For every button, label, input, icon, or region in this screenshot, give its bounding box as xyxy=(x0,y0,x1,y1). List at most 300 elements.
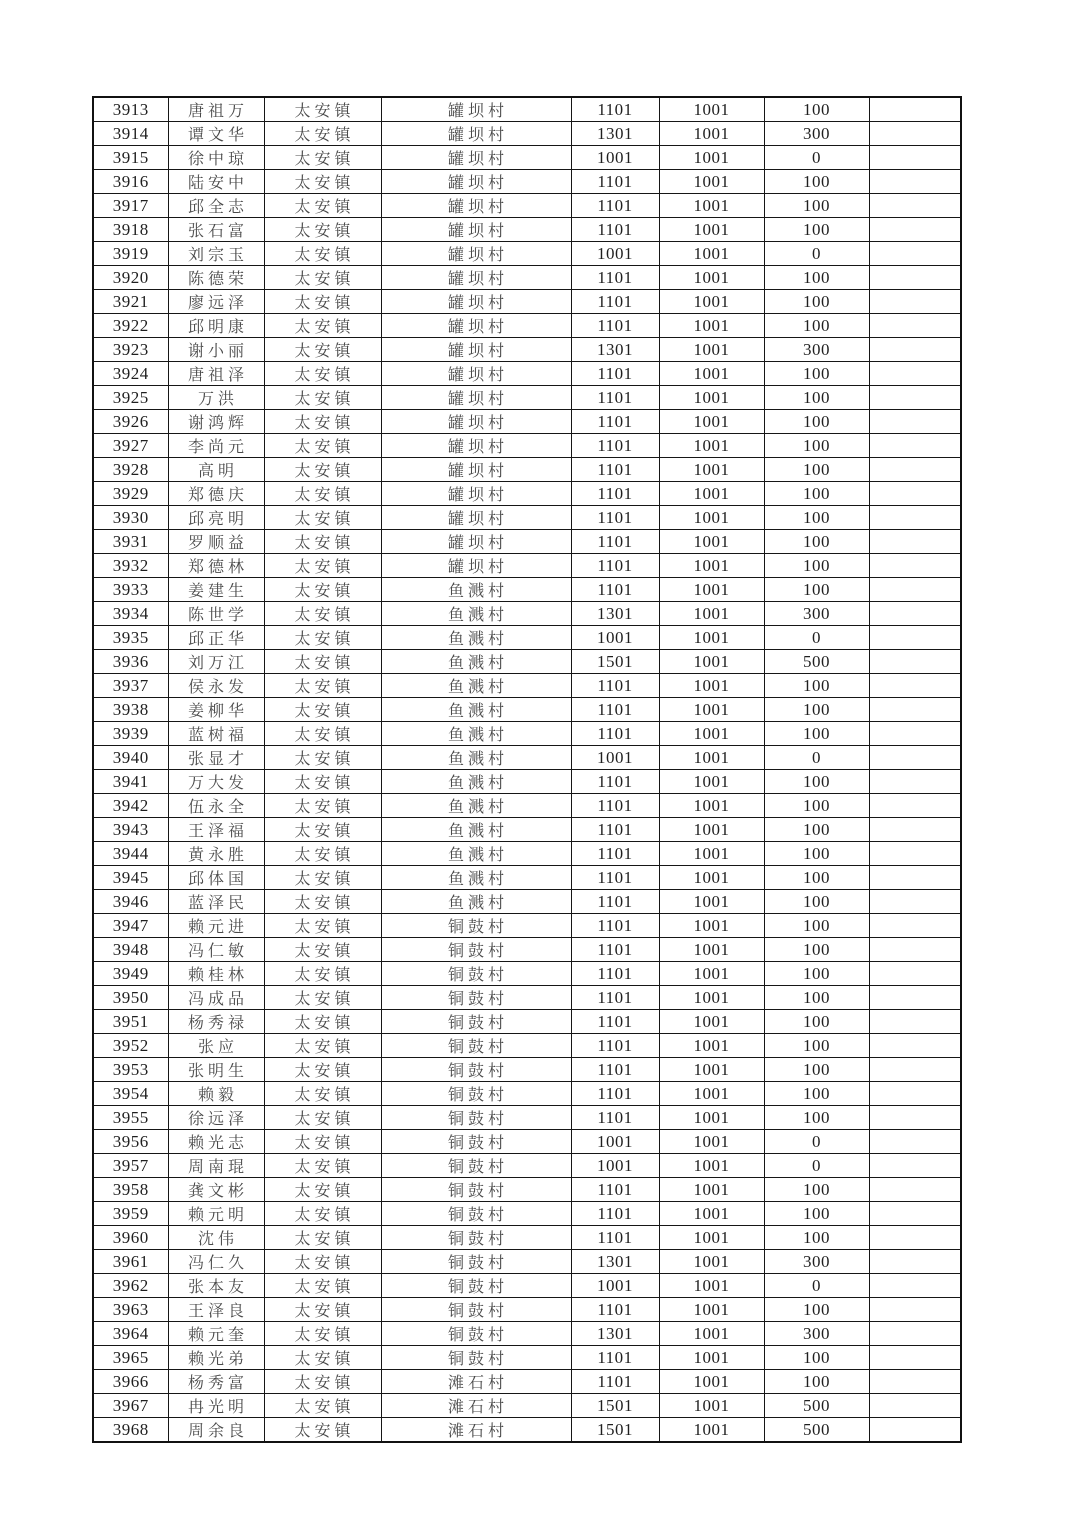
cell-village: 铜鼓村 xyxy=(381,1202,571,1226)
cell-serial-number: 3959 xyxy=(93,1202,168,1226)
cell-serial-number: 3951 xyxy=(93,1010,168,1034)
table-row xyxy=(93,506,961,530)
cell-amount-1: 1101 xyxy=(571,1346,659,1370)
cell-amount-3: 0 xyxy=(764,1274,869,1298)
cell-town: 太安镇 xyxy=(264,1034,381,1058)
cell-village: 罐坝村 xyxy=(381,530,571,554)
cell-amount-1: 1001 xyxy=(571,1130,659,1154)
table-row xyxy=(93,170,961,194)
cell-person-name: 谢小丽 xyxy=(168,338,264,362)
table-row xyxy=(93,290,961,314)
cell-village: 滩石村 xyxy=(381,1394,571,1418)
cell-amount-3: 100 xyxy=(764,818,869,842)
cell-person-name: 冯仁敏 xyxy=(168,938,264,962)
cell-village: 铜鼓村 xyxy=(381,986,571,1010)
cell-amount-2: 1001 xyxy=(659,890,764,914)
cell-amount-1: 1001 xyxy=(571,746,659,770)
table-row xyxy=(93,1346,961,1370)
cell-person-name: 万大发 xyxy=(168,770,264,794)
cell-town: 太安镇 xyxy=(264,1418,381,1443)
cell-amount-1: 1101 xyxy=(571,818,659,842)
cell-village: 鱼溅村 xyxy=(381,866,571,890)
cell-town: 太安镇 xyxy=(264,602,381,626)
cell-amount-2: 1001 xyxy=(659,698,764,722)
cell-amount-3: 100 xyxy=(764,530,869,554)
cell-town: 太安镇 xyxy=(264,794,381,818)
cell-village: 铜鼓村 xyxy=(381,1130,571,1154)
cell-person-name: 张石富 xyxy=(168,218,264,242)
cell-amount-3: 100 xyxy=(764,914,869,938)
cell-amount-1: 1101 xyxy=(571,266,659,290)
table-row xyxy=(93,914,961,938)
table-row xyxy=(93,1394,961,1418)
cell-serial-number: 3925 xyxy=(93,386,168,410)
cell-village: 铜鼓村 xyxy=(381,1154,571,1178)
cell-town: 太安镇 xyxy=(264,962,381,986)
cell-town: 太安镇 xyxy=(264,122,381,146)
table-row xyxy=(93,1322,961,1346)
cell-village: 铜鼓村 xyxy=(381,1034,571,1058)
cell-town: 太安镇 xyxy=(264,1250,381,1274)
cell-person-name: 谢鸿辉 xyxy=(168,410,264,434)
cell-person-name: 高明 xyxy=(168,458,264,482)
cell-village: 罐坝村 xyxy=(381,122,571,146)
cell-amount-2: 1001 xyxy=(659,602,764,626)
cell-serial-number: 3964 xyxy=(93,1322,168,1346)
cell-empty xyxy=(869,554,961,578)
table-row xyxy=(93,194,961,218)
cell-amount-1: 1001 xyxy=(571,1154,659,1178)
cell-amount-3: 100 xyxy=(764,1370,869,1394)
cell-amount-1: 1101 xyxy=(571,1226,659,1250)
table-row xyxy=(93,1370,961,1394)
table-row xyxy=(93,578,961,602)
cell-person-name: 黄永胜 xyxy=(168,842,264,866)
cell-person-name: 邱体国 xyxy=(168,866,264,890)
cell-serial-number: 3914 xyxy=(93,122,168,146)
cell-amount-1: 1101 xyxy=(571,410,659,434)
cell-town: 太安镇 xyxy=(264,890,381,914)
table-row xyxy=(93,1202,961,1226)
cell-person-name: 张明生 xyxy=(168,1058,264,1082)
cell-village: 滩石村 xyxy=(381,1370,571,1394)
cell-town: 太安镇 xyxy=(264,458,381,482)
cell-empty xyxy=(869,914,961,938)
cell-empty xyxy=(869,97,961,122)
cell-empty xyxy=(869,122,961,146)
cell-amount-3: 100 xyxy=(764,386,869,410)
cell-serial-number: 3965 xyxy=(93,1346,168,1370)
cell-empty xyxy=(869,1154,961,1178)
cell-town: 太安镇 xyxy=(264,722,381,746)
cell-amount-1: 1101 xyxy=(571,794,659,818)
cell-serial-number: 3946 xyxy=(93,890,168,914)
cell-village: 铜鼓村 xyxy=(381,1346,571,1370)
cell-empty xyxy=(869,386,961,410)
cell-serial-number: 3935 xyxy=(93,626,168,650)
cell-town: 太安镇 xyxy=(264,1202,381,1226)
cell-empty xyxy=(869,530,961,554)
cell-amount-1: 1101 xyxy=(571,530,659,554)
cell-amount-3: 100 xyxy=(764,578,869,602)
cell-amount-3: 100 xyxy=(764,170,869,194)
cell-village: 罐坝村 xyxy=(381,458,571,482)
cell-serial-number: 3924 xyxy=(93,362,168,386)
table-row xyxy=(93,122,961,146)
cell-town: 太安镇 xyxy=(264,1226,381,1250)
cell-empty xyxy=(869,626,961,650)
cell-amount-3: 100 xyxy=(764,1010,869,1034)
cell-serial-number: 3941 xyxy=(93,770,168,794)
cell-serial-number: 3955 xyxy=(93,1106,168,1130)
cell-serial-number: 3961 xyxy=(93,1250,168,1274)
cell-amount-3: 100 xyxy=(764,1106,869,1130)
cell-amount-1: 1101 xyxy=(571,914,659,938)
cell-amount-3: 0 xyxy=(764,1154,869,1178)
cell-person-name: 冉光明 xyxy=(168,1394,264,1418)
cell-amount-3: 300 xyxy=(764,122,869,146)
cell-village: 铜鼓村 xyxy=(381,962,571,986)
cell-person-name: 刘宗玉 xyxy=(168,242,264,266)
cell-amount-2: 1001 xyxy=(659,482,764,506)
cell-amount-3: 100 xyxy=(764,97,869,122)
cell-amount-2: 1001 xyxy=(659,962,764,986)
cell-amount-3: 100 xyxy=(764,1298,869,1322)
cell-amount-3: 0 xyxy=(764,626,869,650)
cell-amount-2: 1001 xyxy=(659,938,764,962)
cell-serial-number: 3934 xyxy=(93,602,168,626)
cell-amount-1: 1101 xyxy=(571,866,659,890)
cell-empty xyxy=(869,506,961,530)
cell-amount-3: 100 xyxy=(764,362,869,386)
cell-amount-2: 1001 xyxy=(659,818,764,842)
cell-empty xyxy=(869,938,961,962)
cell-amount-3: 100 xyxy=(764,1178,869,1202)
cell-person-name: 伍永全 xyxy=(168,794,264,818)
cell-amount-2: 1001 xyxy=(659,914,764,938)
cell-village: 铜鼓村 xyxy=(381,1058,571,1082)
table-row xyxy=(93,890,961,914)
cell-town: 太安镇 xyxy=(264,1394,381,1418)
cell-empty xyxy=(869,218,961,242)
cell-empty xyxy=(869,146,961,170)
table-row xyxy=(93,794,961,818)
cell-amount-2: 1001 xyxy=(659,1250,764,1274)
cell-village: 鱼溅村 xyxy=(381,890,571,914)
table-row xyxy=(93,338,961,362)
cell-amount-2: 1001 xyxy=(659,170,764,194)
cell-empty xyxy=(869,1250,961,1274)
cell-empty xyxy=(869,1082,961,1106)
table-row xyxy=(93,386,961,410)
cell-person-name: 赖毅 xyxy=(168,1082,264,1106)
cell-amount-2: 1001 xyxy=(659,1346,764,1370)
cell-person-name: 冯仁久 xyxy=(168,1250,264,1274)
cell-amount-3: 100 xyxy=(764,794,869,818)
cell-person-name: 张本友 xyxy=(168,1274,264,1298)
table-row xyxy=(93,1418,961,1443)
cell-amount-3: 100 xyxy=(764,434,869,458)
cell-serial-number: 3929 xyxy=(93,482,168,506)
cell-serial-number: 3957 xyxy=(93,1154,168,1178)
cell-amount-1: 1101 xyxy=(571,1082,659,1106)
cell-empty xyxy=(869,866,961,890)
cell-amount-3: 100 xyxy=(764,842,869,866)
cell-town: 太安镇 xyxy=(264,626,381,650)
cell-empty xyxy=(869,1298,961,1322)
cell-empty xyxy=(869,842,961,866)
cell-empty xyxy=(869,770,961,794)
cell-serial-number: 3949 xyxy=(93,962,168,986)
cell-town: 太安镇 xyxy=(264,434,381,458)
cell-empty xyxy=(869,482,961,506)
cell-amount-3: 0 xyxy=(764,1130,869,1154)
cell-person-name: 邱明康 xyxy=(168,314,264,338)
cell-town: 太安镇 xyxy=(264,506,381,530)
cell-empty xyxy=(869,458,961,482)
table-row xyxy=(93,266,961,290)
cell-amount-3: 100 xyxy=(764,458,869,482)
cell-town: 太安镇 xyxy=(264,1370,381,1394)
cell-amount-1: 1101 xyxy=(571,890,659,914)
cell-empty xyxy=(869,170,961,194)
cell-amount-3: 100 xyxy=(764,218,869,242)
cell-town: 太安镇 xyxy=(264,1154,381,1178)
cell-amount-2: 1001 xyxy=(659,578,764,602)
cell-person-name: 唐祖泽 xyxy=(168,362,264,386)
table-row xyxy=(93,650,961,674)
cell-person-name: 陈世学 xyxy=(168,602,264,626)
table-row xyxy=(93,314,961,338)
cell-serial-number: 3926 xyxy=(93,410,168,434)
cell-amount-1: 1101 xyxy=(571,97,659,122)
cell-village: 罐坝村 xyxy=(381,146,571,170)
cell-village: 铜鼓村 xyxy=(381,1226,571,1250)
cell-serial-number: 3913 xyxy=(93,97,168,122)
cell-serial-number: 3928 xyxy=(93,458,168,482)
cell-town: 太安镇 xyxy=(264,1322,381,1346)
cell-amount-3: 300 xyxy=(764,1322,869,1346)
cell-amount-3: 100 xyxy=(764,1226,869,1250)
cell-person-name: 杨秀禄 xyxy=(168,1010,264,1034)
cell-village: 罐坝村 xyxy=(381,506,571,530)
cell-amount-2: 1001 xyxy=(659,794,764,818)
cell-amount-3: 500 xyxy=(764,650,869,674)
cell-empty xyxy=(869,1370,961,1394)
cell-serial-number: 3962 xyxy=(93,1274,168,1298)
table-row xyxy=(93,482,961,506)
cell-amount-3: 100 xyxy=(764,938,869,962)
cell-village: 罐坝村 xyxy=(381,482,571,506)
cell-village: 罐坝村 xyxy=(381,410,571,434)
cell-village: 鱼溅村 xyxy=(381,650,571,674)
cell-empty xyxy=(869,362,961,386)
cell-town: 太安镇 xyxy=(264,650,381,674)
cell-amount-2: 1001 xyxy=(659,386,764,410)
cell-amount-1: 1101 xyxy=(571,434,659,458)
cell-person-name: 邱亮明 xyxy=(168,506,264,530)
cell-village: 鱼溅村 xyxy=(381,674,571,698)
cell-amount-2: 1001 xyxy=(659,1202,764,1226)
cell-amount-1: 1301 xyxy=(571,338,659,362)
cell-person-name: 邱正华 xyxy=(168,626,264,650)
cell-village: 鱼溅村 xyxy=(381,746,571,770)
cell-empty xyxy=(869,1202,961,1226)
cell-amount-3: 100 xyxy=(764,506,869,530)
cell-person-name: 沈伟 xyxy=(168,1226,264,1250)
cell-village: 罐坝村 xyxy=(381,434,571,458)
cell-person-name: 冯成品 xyxy=(168,986,264,1010)
table-row xyxy=(93,698,961,722)
cell-empty xyxy=(869,194,961,218)
cell-amount-3: 0 xyxy=(764,146,869,170)
cell-person-name: 邱全志 xyxy=(168,194,264,218)
cell-village: 罐坝村 xyxy=(381,194,571,218)
cell-village: 罐坝村 xyxy=(381,266,571,290)
cell-amount-2: 1001 xyxy=(659,1058,764,1082)
table-row xyxy=(93,1130,961,1154)
table-row xyxy=(93,1274,961,1298)
cell-amount-1: 1101 xyxy=(571,1106,659,1130)
table-row xyxy=(93,986,961,1010)
cell-village: 鱼溅村 xyxy=(381,794,571,818)
cell-town: 太安镇 xyxy=(264,986,381,1010)
cell-serial-number: 3952 xyxy=(93,1034,168,1058)
cell-amount-3: 500 xyxy=(764,1418,869,1443)
cell-amount-3: 100 xyxy=(764,698,869,722)
cell-amount-2: 1001 xyxy=(659,1274,764,1298)
cell-empty xyxy=(869,722,961,746)
cell-empty xyxy=(869,818,961,842)
cell-amount-3: 100 xyxy=(764,482,869,506)
cell-amount-2: 1001 xyxy=(659,1154,764,1178)
cell-empty xyxy=(869,602,961,626)
cell-empty xyxy=(869,650,961,674)
cell-amount-3: 100 xyxy=(764,1202,869,1226)
cell-village: 罐坝村 xyxy=(381,314,571,338)
cell-amount-1: 1301 xyxy=(571,1322,659,1346)
cell-town: 太安镇 xyxy=(264,554,381,578)
cell-serial-number: 3933 xyxy=(93,578,168,602)
cell-amount-3: 100 xyxy=(764,1034,869,1058)
cell-empty xyxy=(869,266,961,290)
cell-empty xyxy=(869,242,961,266)
cell-amount-2: 1001 xyxy=(659,1034,764,1058)
cell-serial-number: 3943 xyxy=(93,818,168,842)
cell-amount-3: 300 xyxy=(764,602,869,626)
cell-serial-number: 3945 xyxy=(93,866,168,890)
cell-amount-3: 300 xyxy=(764,338,869,362)
cell-town: 太安镇 xyxy=(264,194,381,218)
cell-amount-2: 1001 xyxy=(659,1010,764,1034)
table-row xyxy=(93,1298,961,1322)
cell-town: 太安镇 xyxy=(264,1178,381,1202)
cell-amount-2: 1001 xyxy=(659,506,764,530)
table-row xyxy=(93,1106,961,1130)
cell-town: 太安镇 xyxy=(264,482,381,506)
cell-amount-2: 1001 xyxy=(659,626,764,650)
cell-town: 太安镇 xyxy=(264,938,381,962)
table-row xyxy=(93,554,961,578)
cell-village: 罐坝村 xyxy=(381,170,571,194)
cell-amount-1: 1101 xyxy=(571,698,659,722)
cell-amount-3: 0 xyxy=(764,746,869,770)
cell-town: 太安镇 xyxy=(264,1298,381,1322)
cell-person-name: 龚文彬 xyxy=(168,1178,264,1202)
cell-town: 太安镇 xyxy=(264,1082,381,1106)
cell-person-name: 赖光志 xyxy=(168,1130,264,1154)
cell-amount-1: 1501 xyxy=(571,650,659,674)
table-row xyxy=(93,242,961,266)
cell-serial-number: 3944 xyxy=(93,842,168,866)
cell-amount-1: 1101 xyxy=(571,1370,659,1394)
cell-amount-1: 1001 xyxy=(571,1274,659,1298)
cell-empty xyxy=(869,698,961,722)
cell-amount-2: 1001 xyxy=(659,722,764,746)
cell-serial-number: 3930 xyxy=(93,506,168,530)
cell-amount-2: 1001 xyxy=(659,362,764,386)
cell-person-name: 姜柳华 xyxy=(168,698,264,722)
cell-person-name: 陆安中 xyxy=(168,170,264,194)
table-row xyxy=(93,410,961,434)
cell-amount-3: 100 xyxy=(764,410,869,434)
cell-town: 太安镇 xyxy=(264,1106,381,1130)
cell-serial-number: 3950 xyxy=(93,986,168,1010)
cell-empty xyxy=(869,1010,961,1034)
cell-amount-2: 1001 xyxy=(659,554,764,578)
cell-empty xyxy=(869,290,961,314)
cell-amount-2: 1001 xyxy=(659,122,764,146)
cell-amount-2: 1001 xyxy=(659,746,764,770)
cell-amount-2: 1001 xyxy=(659,1394,764,1418)
cell-town: 太安镇 xyxy=(264,362,381,386)
cell-amount-3: 100 xyxy=(764,962,869,986)
table-row xyxy=(93,1154,961,1178)
cell-village: 鱼溅村 xyxy=(381,818,571,842)
cell-amount-3: 100 xyxy=(764,890,869,914)
cell-amount-1: 1101 xyxy=(571,554,659,578)
cell-amount-1: 1101 xyxy=(571,1010,659,1034)
cell-amount-1: 1101 xyxy=(571,506,659,530)
cell-amount-1: 1101 xyxy=(571,842,659,866)
cell-serial-number: 3939 xyxy=(93,722,168,746)
cell-amount-2: 1001 xyxy=(659,458,764,482)
cell-amount-2: 1001 xyxy=(659,986,764,1010)
cell-amount-1: 1101 xyxy=(571,674,659,698)
cell-village: 铜鼓村 xyxy=(381,1250,571,1274)
cell-amount-2: 1001 xyxy=(659,1418,764,1443)
cell-amount-1: 1101 xyxy=(571,482,659,506)
cell-amount-3: 100 xyxy=(764,770,869,794)
cell-amount-3: 0 xyxy=(764,242,869,266)
table-row xyxy=(93,842,961,866)
cell-person-name: 杨秀富 xyxy=(168,1370,264,1394)
cell-village: 罐坝村 xyxy=(381,386,571,410)
cell-amount-3: 100 xyxy=(764,314,869,338)
cell-amount-1: 1101 xyxy=(571,1058,659,1082)
cell-amount-3: 100 xyxy=(764,986,869,1010)
cell-village: 铜鼓村 xyxy=(381,1322,571,1346)
cell-person-name: 赖光弟 xyxy=(168,1346,264,1370)
cell-serial-number: 3923 xyxy=(93,338,168,362)
cell-empty xyxy=(869,1418,961,1443)
cell-village: 罐坝村 xyxy=(381,554,571,578)
cell-empty xyxy=(869,890,961,914)
cell-village: 罐坝村 xyxy=(381,97,571,122)
cell-village: 铜鼓村 xyxy=(381,1274,571,1298)
cell-town: 太安镇 xyxy=(264,674,381,698)
cell-amount-1: 1101 xyxy=(571,1034,659,1058)
